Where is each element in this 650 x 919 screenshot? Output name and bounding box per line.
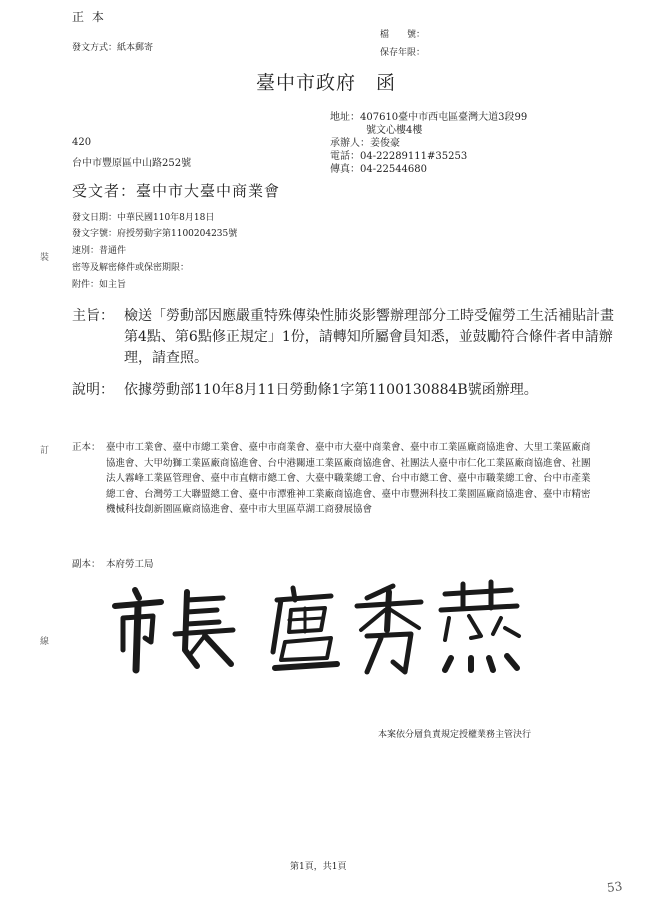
subject-section	[72, 306, 620, 369]
send-method: 發文方式：紙本郵寄	[72, 43, 154, 53]
corner-mark: 53	[606, 879, 624, 895]
sender-address-line2: 號文心樓4樓	[366, 125, 423, 136]
issue-date: 發文日期：中華民國110年8月18日	[72, 213, 215, 223]
contact-person: 姜俊豪	[370, 138, 400, 149]
sender-address-line1: 407610臺中市西屯區臺灣大道3段99	[360, 112, 528, 123]
original-list: 臺中市工業會、臺中市總工業會、臺中市商業會、臺中市大臺中商業會、臺中市工業區廠商協進會、大里工業區廠商協進會、大甲幼獅工業區廠商協進會、台中港關連工業區廠商協進會、社團法人臺中市仁化工業區廠商協進會、社團法人霧峰工業區管理會、臺中市直轄市總工會、大臺中職業總工會、台中市總工會、臺中市職業總工會、台中市產業總工會、台灣勞工大聯盟總工會、臺中市潭雅神工業廠商協進會、臺中市豐洲科技工業園區廠商協進會、臺中市精密機械科技創新園區廠商協進會、臺中市大里區草湖工商發展協會	[106, 442, 591, 515]
explanation-text: 依據勞動部110年8月11日勞動條1字第1100130884B號函辦理。	[124, 382, 538, 398]
authorization-note: 本案依分層負責規定授權業務主管決行	[378, 730, 532, 740]
security-level: 密等及解密條件或保密期限：	[72, 263, 190, 273]
binding-mark: 裝	[40, 253, 50, 263]
page-number: 第1頁，共1頁	[290, 862, 347, 872]
recipient-address: 台中市豐原區中山路252號	[72, 158, 192, 169]
postal-code: 420	[72, 137, 92, 148]
original-label: 正本：	[72, 442, 101, 453]
copy-recipients-list: 本府勞工局	[106, 559, 154, 570]
contact-label: 承辦人：	[330, 138, 370, 149]
retention-period: 保存年限：	[380, 48, 426, 58]
file-number: 檔 號：	[380, 30, 426, 40]
mayor-signature	[105, 578, 535, 678]
copy-label: 正 本	[72, 10, 106, 24]
binding-mark: 線	[40, 637, 50, 647]
phone-number: 04-22289111#35253	[360, 151, 468, 162]
document-title: 臺中市政府 函	[256, 72, 397, 94]
fax-label: 傳真：	[330, 164, 360, 175]
explanation-label: 說明：	[72, 382, 114, 398]
document-number: 發文字號：府授勞動字第1100204235號	[72, 229, 238, 239]
explanation-section	[72, 380, 620, 401]
subject-label: 主旨：	[72, 308, 114, 324]
recipient: 受文者：臺中市大臺中商業會	[72, 182, 281, 200]
subject-text: 檢送「勞動部因應嚴重特殊傳染性肺炎影響辦理部分工時受僱勞工生活補貼計畫第4點、第6點修正規定」1份，請轉知所屬會員知悉，並鼓勵符合條件者申請辦理，請查照。	[124, 308, 614, 366]
phone-label: 電話：	[330, 151, 360, 162]
attachment: 附件：如主旨	[72, 280, 127, 290]
delivery-speed: 速別：普通件	[72, 246, 127, 256]
address-label: 地址：	[330, 112, 360, 123]
binding-mark: 訂	[40, 446, 50, 456]
copy-recipients-label: 副本：	[72, 559, 101, 570]
fax-number: 04-22544680	[360, 164, 428, 175]
copy-recipients	[72, 557, 592, 573]
original-recipients	[72, 440, 592, 518]
